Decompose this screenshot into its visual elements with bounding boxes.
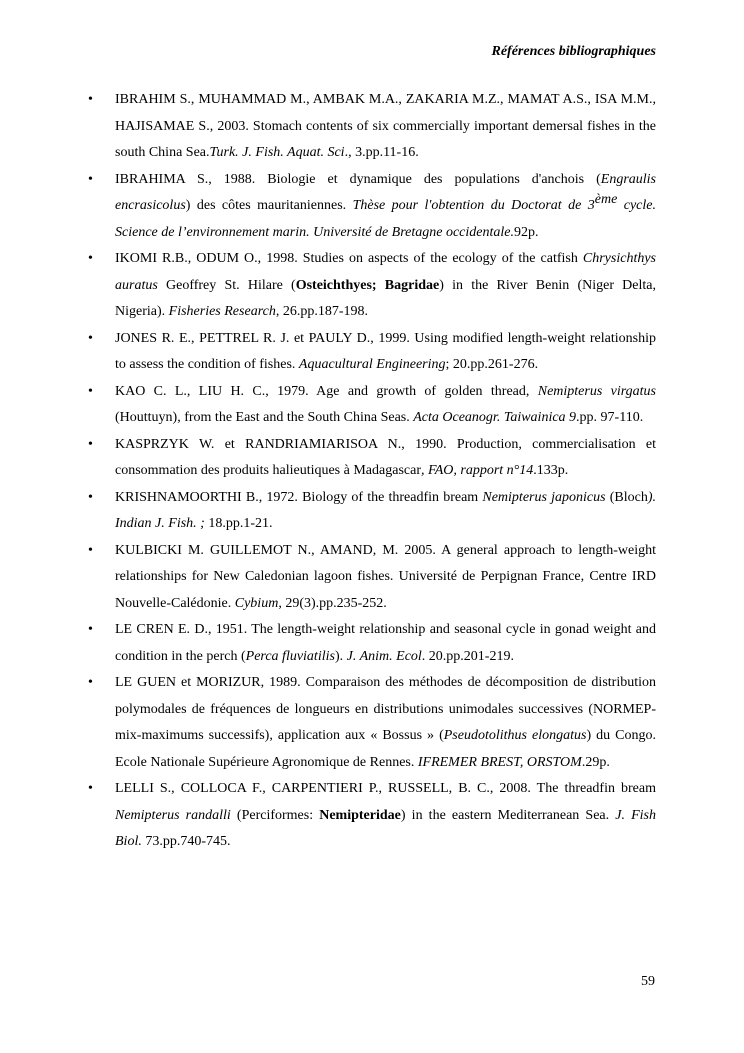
reference-text: .133p. bbox=[533, 463, 569, 478]
reference-text: . 20.pp.201-219. bbox=[421, 648, 514, 664]
reference-text: Cybium bbox=[234, 595, 279, 611]
reference-text: Pseudotolithus elongatus bbox=[443, 728, 587, 743]
reference-text: ). bbox=[334, 648, 347, 664]
bullet-icon: • bbox=[88, 489, 93, 505]
bullet-icon: • bbox=[88, 622, 93, 637]
reference-text: LE GUEN et MORIZUR, 1989. Comparaison des méthodes de décomposition de distribution polymodales de fréquences de longueurs en distributions unimodales successives (NORMEP-mix-maximums successifs), application aux « Bossus » ( bbox=[115, 675, 656, 743]
reference-text: ) des côtes mauritaniennes. bbox=[185, 198, 353, 213]
reference-item bbox=[88, 379, 656, 432]
reference-text: J. Anim. Ecol bbox=[346, 648, 422, 664]
bullet-icon: • bbox=[88, 675, 93, 690]
reference-text: , FAO, rapport n°14 bbox=[420, 463, 534, 478]
reference-text: ème bbox=[594, 192, 618, 208]
reference-text: Geoffrey St. Hilare ( bbox=[157, 277, 296, 293]
reference-item bbox=[88, 326, 656, 379]
reference-text: ) in the River Benin (Niger Delta, Nigeria). bbox=[115, 277, 657, 319]
reference-text: cycle. Science de l’environnement marin. Université de Bretagne occidentale. bbox=[115, 198, 656, 240]
reference-text: .pp. 97-110. bbox=[576, 410, 644, 425]
reference-text: KRISHNAMOORTHI B., 1972. Biology of the threadfin bream bbox=[115, 489, 483, 505]
reference-text: 73.pp.740-745. bbox=[141, 834, 231, 849]
reference-text: IFREMER BREST, ORSTOM bbox=[417, 754, 582, 770]
bullet-icon: • bbox=[88, 92, 93, 107]
reference-text: (Perciformes: bbox=[230, 807, 320, 823]
bullet-icon: • bbox=[88, 781, 93, 796]
reference-text: , 29(3).pp.235-252. bbox=[278, 595, 387, 611]
reference-item bbox=[88, 485, 656, 538]
reference-item bbox=[88, 432, 656, 485]
reference-item bbox=[88, 246, 656, 326]
reference-text: Nemipterus virgatus bbox=[537, 383, 657, 399]
page-number: 59 bbox=[641, 974, 655, 989]
reference-text: 18.pp.1-21. bbox=[204, 516, 273, 531]
bullet-icon: • bbox=[88, 436, 93, 452]
reference-text: IBRAHIMA S., 1988. Biologie et dynamique des populations d'anchois ( bbox=[115, 171, 601, 187]
bullet-icon: • bbox=[88, 251, 93, 266]
reference-text: JONES R. E., PETTREL R. J. et PAULY D., 1999. Using modified length-weight relationship to assess the condition of fishes. bbox=[115, 330, 656, 372]
reference-text: Fisheries Research bbox=[168, 304, 276, 319]
reference-text: KASPRZYK W. et RANDRIAMIARISOA N., 1990. Production, commercialisation et consommation des produits halieutiques à Madagascar bbox=[115, 436, 656, 478]
running-header: Références bibliographiques bbox=[491, 44, 656, 59]
reference-text: ) in the eastern Mediterranean Sea. bbox=[400, 807, 616, 823]
reference-item bbox=[88, 87, 656, 167]
reference-item bbox=[88, 538, 656, 618]
reference-item bbox=[88, 617, 656, 670]
reference-text: Nemipterus randalli bbox=[115, 807, 231, 823]
bullet-icon: • bbox=[88, 330, 93, 346]
reference-text: (Houttuyn), from the East and the South China Seas. bbox=[115, 410, 414, 425]
bullet-icon: • bbox=[88, 542, 93, 558]
reference-text: 92p. bbox=[514, 224, 539, 240]
reference-item bbox=[88, 776, 656, 856]
reference-item bbox=[88, 670, 656, 776]
reference-text: .29p. bbox=[581, 754, 610, 770]
reference-text: LE CREN E. D., 1951. The length-weight relationship and seasonal cycle in gonad weight and condition in the perch ( bbox=[115, 622, 656, 664]
reference-text: LELLI S., COLLOCA F., CARPENTIERI P., RUSSELL, B. C., 2008. The threadfin bream bbox=[115, 781, 656, 796]
reference-text: KULBICKI M. GUILLEMOT N., AMAND, M. 2005. A general approach to length-weight relationships for New Caledonian lagoon fishes. Université de Perpignan France, Centre IRD Nouvelle-Calédonie. bbox=[115, 542, 656, 611]
reference-text: ; 20.pp.261-276. bbox=[445, 357, 539, 372]
reference-text: Thèse pour l'obtention du Doctorat de 3 bbox=[352, 198, 595, 213]
reference-text: KAO C. L., LIU H. C., 1979. Age and growth of golden thread, bbox=[115, 383, 538, 399]
reference-text: Perca fluviatilis bbox=[245, 648, 335, 664]
reference-text: Turk. J. Fish. Aquat. Sci bbox=[209, 145, 345, 160]
reference-text: Osteichthyes; Bagridae bbox=[295, 277, 440, 293]
bullet-icon: • bbox=[88, 171, 93, 187]
reference-text: (Bloch bbox=[605, 489, 648, 505]
reference-text: Acta Oceanogr. Taiwainica 9 bbox=[413, 410, 577, 425]
bullet-icon: • bbox=[88, 383, 93, 399]
reference-text: J. Fish Biol. bbox=[115, 807, 656, 849]
reference-text: ., 3.pp.11-16. bbox=[344, 145, 419, 160]
reference-text: Aquacultural Engineering bbox=[298, 357, 446, 372]
reference-text: Nemipterus japonicus bbox=[482, 489, 606, 505]
reference-text: IBRAHIM S., MUHAMMAD M., AMBAK M.A., ZAKARIA M.Z., MAMAT A.S., ISA M.M., HAJISAMAE S., 2003. Stomach contents of six commercially important demersal fishes in the south China Sea. bbox=[115, 92, 656, 160]
reference-text: ) du Congo. Ecole Nationale Supérieure Agronomique de Rennes. bbox=[115, 728, 656, 770]
reference-text: Chrysichthys auratus bbox=[115, 251, 656, 293]
reference-text: ). Indian J. Fish. ; bbox=[115, 489, 656, 531]
reference-text: Engraulis encrasicolus bbox=[115, 171, 656, 213]
reference-text: Nemipteridae bbox=[319, 807, 401, 823]
reference-text: IKOMI R.B., ODUM O., 1998. Studies on aspects of the ecology of the catfish bbox=[115, 251, 583, 266]
reference-item bbox=[88, 167, 656, 247]
reference-list bbox=[88, 87, 656, 856]
reference-text: , 26.pp.187-198. bbox=[275, 304, 369, 319]
